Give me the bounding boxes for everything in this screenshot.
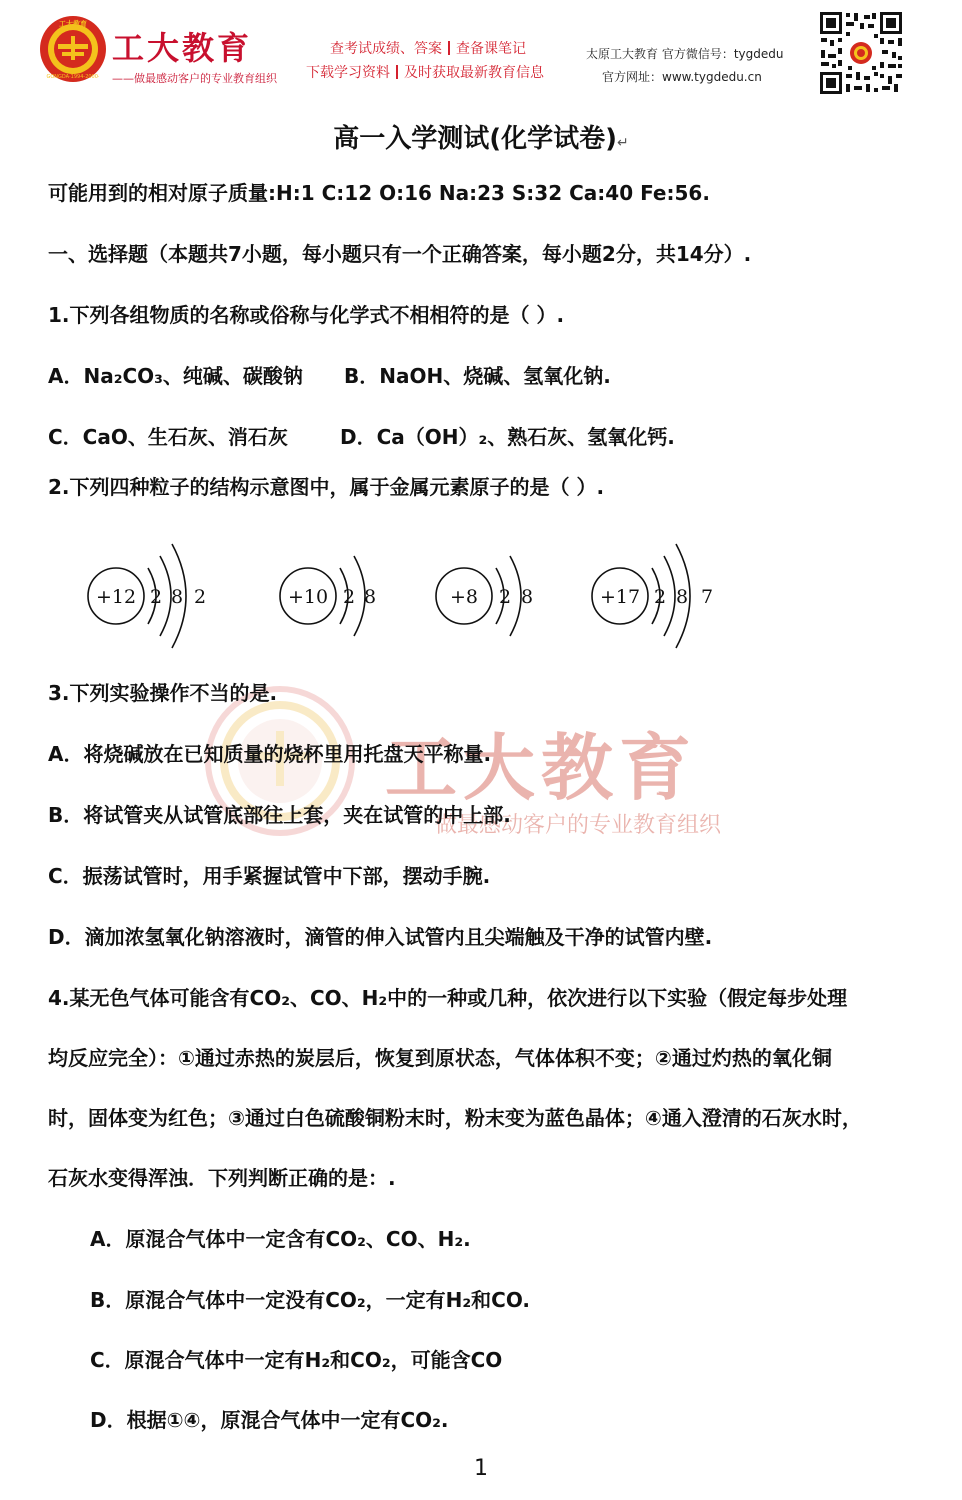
atom-4-shell-1: 2: [653, 586, 667, 608]
link-download-materials[interactable]: 下载学习资料: [306, 65, 390, 81]
question-3-option-b: B．将试管夹从试管底部往上套，夹在试管的中上部.: [48, 803, 511, 827]
question-1-option-a: A．Na₂CO₃、纯碱、碳酸钠: [48, 364, 303, 388]
exam-title: [0, 118, 962, 155]
link-latest-news[interactable]: 及时获取最新教育信息: [404, 65, 544, 81]
question-1-option-c: C．CaO、生石灰、消石灰: [48, 425, 288, 449]
header-links-row2: [306, 62, 544, 82]
question-4-option-c: C．原混合气体中一定有H₂和CO₂，可能含CO: [90, 1348, 503, 1372]
section-heading: 一、选择题（本题共7小题，每小题只有一个正确答案，每小题2分，共14分）.: [48, 242, 752, 266]
brand-slogan: ——做最感动客户的专业教育组织: [112, 72, 277, 85]
link-lesson-notes[interactable]: 查备课笔记: [456, 41, 526, 57]
atom-2-shell-1: 2: [342, 586, 356, 608]
atom-3-shell-1: 2: [498, 586, 512, 608]
atom-3-nucleus: +8: [449, 586, 479, 608]
question-2-stem: 2.下列四种粒子的结构示意图中，属于金属元素原子的是（ ）.: [48, 475, 605, 499]
question-4-stem-line-4: 石灰水变得浑浊．下列判断正确的是：.: [48, 1166, 396, 1190]
atom-1-shell-1: 2: [149, 586, 163, 608]
qr-code-icon[interactable]: [818, 10, 904, 96]
atom-1-shell-2: 8: [170, 586, 184, 608]
watermark-slogan: 做最感动客户的专业教育组织: [435, 813, 722, 838]
question-4-option-b: B．原混合气体中一定没有CO₂，一定有H₂和CO.: [90, 1288, 531, 1312]
exam-title-text: 高一入学测试(化学试卷): [333, 124, 618, 154]
watermark-brand-name: 工大教育: [385, 726, 698, 810]
atom-4-nucleus: +17: [599, 586, 641, 608]
question-4-option-d: D．根据①④，原混合气体中一定有CO₂.: [90, 1408, 449, 1432]
page-number: 1: [474, 1456, 488, 1481]
seal-ring-text: GONGDA·1994-2000·: [46, 74, 100, 80]
question-4-option-a: A．原混合气体中一定含有CO₂、CO、H₂.: [90, 1227, 471, 1251]
atom-2-shell-2: 8: [363, 586, 377, 608]
question-3-stem: 3.下列实验操作不当的是.: [48, 681, 278, 705]
atomic-masses: 可能用到的相对原子质量:H:1 C:12 O:16 Na:23 S:32 Ca:40 Fe:56.: [48, 181, 710, 205]
question-3-option-a: A．将烧碱放在已知质量的烧杯里用托盘天平称量.: [48, 742, 492, 766]
question-1-option-d: D．Ca（OH）₂、熟石灰、氢氧化钙.: [340, 425, 675, 449]
official-website[interactable]: 官方网址：www.tygdedu.cn: [602, 70, 762, 84]
question-3-option-c: C．振荡试管时，用手紧握试管中下部，摆动手腕.: [48, 864, 491, 888]
atom-1-nucleus: +12: [95, 586, 137, 608]
atom-3-shell-2: 8: [520, 586, 534, 608]
header-links-row1: [330, 38, 526, 58]
atom-structure-diagrams: [40, 520, 740, 670]
question-4-stem-line-2: 均反应完全）：①通过赤热的炭层后，恢复到原状态，气体体积不变；②通过灼热的氧化铜: [48, 1046, 832, 1070]
atom-1-shell-3: 2: [193, 586, 207, 608]
question-4-stem-line-3: 时，固体变为红色；③通过白色硫酸铜粉末时，粉末变为蓝色晶体；④通入澄清的石灰水时，: [48, 1106, 862, 1130]
seal-text: 工大教育: [59, 20, 87, 28]
atom-4-shell-3: 7: [700, 586, 714, 608]
question-4-stem-line-1: 4.某无色气体可能含有CO₂、CO、H₂中的一种或几种，依次进行以下实验（假定每步处理: [48, 986, 848, 1010]
question-3-option-d: D．滴加浓氢氧化钠溶液时，滴管的伸入试管内且尖端触及干净的试管内壁.: [48, 925, 713, 949]
brand-name: 工大教育: [112, 29, 253, 67]
official-wechat: 太原工大教育 官方微信号：tygdedu: [586, 47, 784, 61]
atom-4-shell-2: 8: [675, 586, 689, 608]
question-1-option-b: B．NaOH、烧碱、氢氧化钠.: [344, 364, 611, 388]
brand-logo-icon: [38, 14, 108, 84]
link-separator: [396, 65, 398, 79]
question-1-stem: 1.下列各组物质的名称或俗称与化学式不相相符的是（ ）.: [48, 303, 565, 327]
page-header: [0, 0, 962, 100]
link-exam-results[interactable]: 查考试成绩、答案: [330, 41, 442, 57]
link-separator: [448, 41, 450, 55]
paragraph-mark: ↵: [617, 135, 629, 151]
atom-2-nucleus: +10: [287, 586, 329, 608]
